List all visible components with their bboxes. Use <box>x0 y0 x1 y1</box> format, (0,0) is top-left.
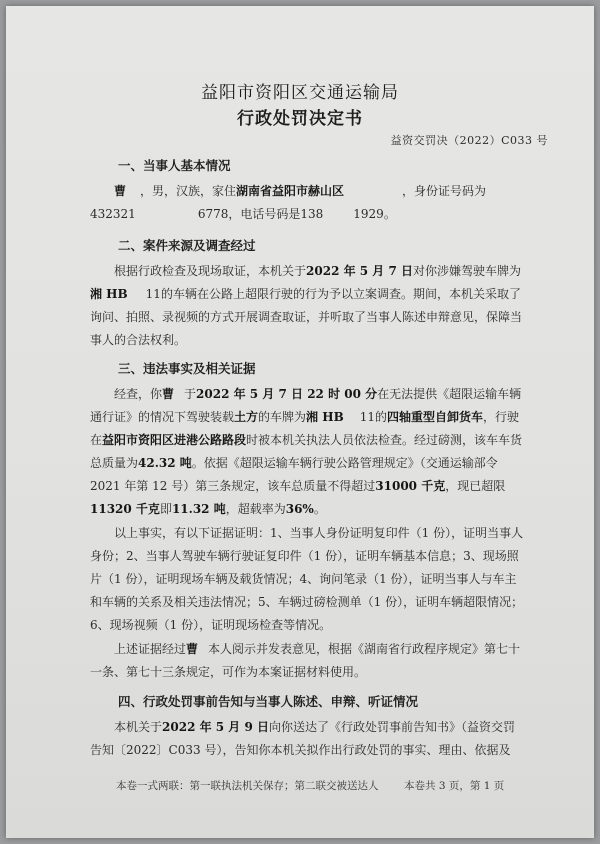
section-2-heading: 二、案件来源及调查经过 <box>118 238 256 253</box>
section-3-facts: 经查，你曹 于2022 年 5 月 7 日 22 时 00 分在无法提供《超限运输车辆通行证》的情况下驾驶装载土方的车牌为湘 HB 11的四轴重型自卸货车，行驶在益阳市资阳区进港公路路段时被本机关执法人员依法检查。经过磅测，该车车货总质量为42.32 吨。依据《超限运输车辆行驶公路管理规定》（交通运输部令 2021 年第 12 号）第三条规定，该车总质量不得超过31000 千克，现已超限11320 千克即11.32 吨，超载率为36%。 <box>90 387 523 516</box>
phone-head: 138 <box>300 207 324 221</box>
section-1-heading: 一、当事人基本情况 <box>118 158 231 173</box>
section-4-body: 本机关于2022 年 5 月 9 日向你送达了《行政处罚事前告知书》（益资交罚告知〔2022〕C033 号），告知你本机关拟作出行政处罚的事实、理由、依据及 <box>90 720 516 757</box>
plate-suffix: 11 <box>145 287 161 301</box>
section-1-body: 曹 ，男，汉族，家住湖南省益阳市赫山区 ，身份证号码为 432321 6778，电话号码是138 1929。 <box>90 184 487 221</box>
id-number-head: 432321 <box>90 207 136 221</box>
section-3-evidence-review: 上述证据经过曹 本人阅示并发表意见，根据《湖南省行政程序规定》第七十一条、第七十三条规定，可作为本案证据材料使用。 <box>90 642 521 679</box>
section-2-body: 根据行政检查及现场取证，本机关于2022 年 5 月 7 日对你涉嫌驾驶车牌为湘 HB 11的车辆在公路上超限行驶的行为予以立案调查。期间，本机关采取了询问、拍照、录视频的方式开展调查取证，并听取了当事人陈述申辩意见，保障当事人的合法权利。 <box>90 264 523 347</box>
party-surname: 曹 <box>114 184 127 198</box>
document-number: 益资交罚决（2022）C033 号 <box>390 134 548 147</box>
document-page <box>6 6 594 838</box>
plate-prefix: 湘 HB <box>90 287 128 301</box>
section-3-heading: 三、违法事实及相关证据 <box>118 361 256 376</box>
agency-title: 益阳市资阳区交通运输局 <box>201 83 399 103</box>
phone-tail: 1929 <box>353 207 384 221</box>
document-type-title: 行政处罚决定书 <box>237 109 363 129</box>
footer-copies-note: 本卷一式两联：第一联执法机关保存；第二联交被送达人 <box>116 780 379 792</box>
section-4-heading: 四、行政处罚事前告知与当事人陈述、申辩、听证情况 <box>118 694 419 709</box>
section-3-evidence: 以上事实，有以下证据证明：1、当事人身份证明复印件（1 份），证明当事人身份；2、当事人驾驶车辆行驶证复印件（1 份），证明车辆基本信息；3、现场照片（1 份），证明现场车辆及载货情况；4、询问笔录（1 份），证明当事人与车主和车辆的关系及相关违法情况；5、车辆过磅检测单（1 份），证明车辆超限情况；6、现场视频（1 份），证明现场检查等情况。 <box>90 526 524 632</box>
footer-page-number: 本卷共 3 页，第 1 页 <box>404 780 505 792</box>
id-number-tail: 6778 <box>197 207 229 221</box>
party-address: 湖南省益阳市赫山区 <box>236 184 345 198</box>
